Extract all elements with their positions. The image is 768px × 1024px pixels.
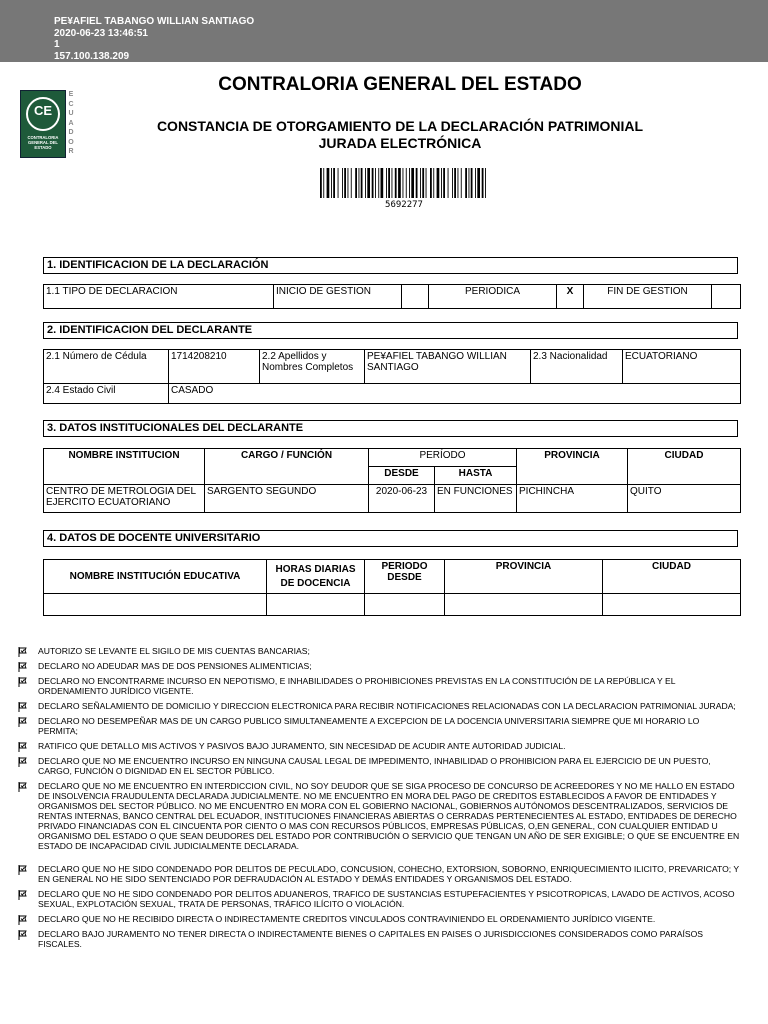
fin-gestion-label: FIN DE GESTION (584, 285, 712, 309)
session-header (0, 0, 768, 62)
col-institucion: NOMBRE INSTITUCION (44, 449, 205, 485)
declaration-item (18, 914, 740, 924)
checkbox-flag-icon (18, 865, 28, 875)
periodica-mark: X (557, 285, 584, 309)
institution-table (43, 448, 741, 513)
declaration-item (18, 716, 740, 736)
estado-civil-label: 2.4 Estado Civil (44, 384, 169, 404)
checkbox-flag-icon (18, 662, 28, 672)
checkbox-flag-icon (18, 647, 28, 657)
declaration-text: DECLARO QUE NO ME ENCUENTRO INCURSO EN NINGUNA CAUSAL LEGAL DE IMPEDIMENTO, INHABILIDAD O PROHIBICION PARA EL EJERCICIO DE UN PUESTO, CARGO, FUNCIÓN O DIGNIDAD EN EL SECTOR PÚBLICO. (38, 756, 711, 776)
declaration-text: DECLARO BAJO JURAMENTO NO TENER DIRECTA O INDIRECTAMENTE BIENES O CAPITALES EN PAISES O JURISDICCIONES CONSIDERADOS COMO PARAÍSOS FISCALES. (38, 929, 704, 949)
checkbox-flag-icon (18, 930, 28, 940)
ciudad-value: QUITO (628, 485, 741, 513)
declaration-text: DECLARO NO ENCONTRARME INCURSO EN NEPOTISMO, E INHABILIDADES O PROHIBICIONES PREVISTAS EN LA CONSTITUCIÓN DE LA REPÚBLICA Y EL ORDENAMIENTO JURÍDICO VIGENTE. (38, 676, 676, 696)
declaration-text: DECLARO QUE NO HE RECIBIDO DIRECTA O INDIRECTAMENTE CREDITOS VINCULADOS CONTRAVINIENDO EL ORDENAMIENTO JURÍDICO VIGENTE. (38, 914, 656, 924)
declaration-text: AUTORIZO SE LEVANTE EL SIGILO DE MIS CUENTAS BANCARIAS; (38, 646, 310, 656)
session-number: 1 (54, 39, 60, 50)
inicio-gestion-box (402, 285, 429, 309)
nacionalidad-label: 2.3 Nacionalidad (531, 350, 623, 384)
cargo-value: SARGENTO SEGUNDO (205, 485, 369, 513)
cedula-label: 2.1 Número de Cédula (44, 350, 169, 384)
fin-gestion-box (712, 285, 741, 309)
logo-side-text: E C U A D O R (68, 91, 74, 155)
declaration-type-table (43, 284, 741, 309)
session-info (54, 16, 254, 62)
checkbox-flag-icon (18, 717, 28, 727)
col-ciudad: CIUDAD (628, 449, 741, 485)
barcode-icon (318, 168, 490, 198)
ip-address: 157.100.138.209 (54, 50, 130, 62)
tipo-label: 1.1 TIPO DE DECLARACION (44, 285, 274, 309)
declarant-table (43, 349, 741, 404)
periodica-label: PERIODICA (429, 285, 557, 309)
inicio-gestion-label: INICIO DE GESTION (274, 285, 402, 309)
apellidos-label: 2.2 Apellidos y Nombres Completos (260, 350, 365, 384)
desde-value: 2020-06-23 (369, 485, 435, 513)
col-institucion-educativa: NOMBRE INSTITUCIÓN EDUCATIVA (44, 560, 267, 594)
col-hasta: HASTA (435, 467, 517, 485)
nacionalidad-value: ECUATORIANO (623, 350, 741, 384)
checkbox-flag-icon (18, 915, 28, 925)
col-desde: DESDE (369, 467, 435, 485)
table-row (44, 485, 741, 513)
section-4-heading: 4. DATOS DE DOCENTE UNIVERSITARIO (43, 530, 738, 547)
barcode-number: 5692277 (385, 200, 423, 210)
section-1-heading: 1. IDENTIFICACION DE LA DECLARACIÓN (43, 257, 738, 274)
col-periodo-desde: PERIODO DESDE (365, 560, 445, 594)
checkbox-flag-icon (18, 782, 28, 792)
col-ciudad-docente: CIUDAD (603, 560, 741, 594)
declaration-text: DECLARO NO ADEUDAR MAS DE DOS PENSIONES ALIMENTICIAS; (38, 661, 312, 671)
col-periodo: PERÍODO (369, 449, 517, 467)
nombre-value: PE¥AFIEL TABANGO WILLIAN SANTIAGO (365, 350, 531, 384)
declaration-item (18, 781, 740, 851)
declaration-text: DECLARO QUE NO ME ENCUENTRO EN INTERDICCION CIVIL, NO SOY DEUDOR QUE SE SIGA PROCESO DE CONCURSO DE ACREEDORES Y NO ME HALLO EN ESTADO DE INSOLVENCIA FRAUDULENTA DECLARADA JUDICIALMENTE. NO ME ENCUENTRO EN MORA DEL PAGO DE CREDITOS ESTABLECIDOS A FAVOR DE ENTIDADES Y ORGANISMOS DEL SECTOR PÚBLICO. NO ME ENCUENTRO EN MORA CON EL GOBIERNO NACIONAL, GOBIERNOS AUTÓNOMOS DESCENTRALIZADOS, SERVICIOS DE RENTAS INTERNAS, BANCO CENTRAL DEL ECUADOR, INSTITUCIONES FINANCIERAS ABIERTAS O CERRADAS PERTENECIENTES AL ESTADO, ENTIDADES DE DERECHO PRIVADO FINANCIADAS CON EL CINCUENTA POR CIENTO O MAS CON RECURSOS PÚBLICOS, EMPRESAS PÚBLICAS, O,EN GENERAL, CON CUALQUIER ENTIDAD U ORGANISMO DEL ESTADO O QUE SEAN DEUDORES DEL ESTADO POR CONTRIBUCIÓN O SERVICIO QUE TENGAN UN AÑO DE SER EXIGIBLE; O QUE SE ENCUENTRE EN ESTADO DE INCAPACIDAD CIVIL JUDICIALMENTE DECLARADA. (38, 781, 740, 851)
cedula-value: 1714208210 (169, 350, 260, 384)
contraloria-logo: CE CONTRALORIA GENERAL DEL ESTADO (20, 90, 66, 158)
hasta-value: EN FUNCIONES (435, 485, 517, 513)
col-provincia-docente: PROVINCIA (445, 560, 603, 594)
declaration-item (18, 661, 740, 671)
checkbox-flag-icon (18, 677, 28, 687)
checkbox-flag-icon (18, 757, 28, 767)
declarant-name-header: PE¥AFIEL TABANGO WILLIAN SANTIAGO (54, 16, 255, 27)
checkbox-flag-icon (18, 742, 28, 752)
section-2-heading: 2. IDENTIFICACION DEL DECLARANTE (43, 322, 738, 339)
declaration-item (18, 646, 740, 656)
declaration-item (18, 741, 740, 751)
declaration-item (18, 676, 740, 696)
declaration-text: DECLARO QUE NO HE SIDO CONDENADO POR DELITOS DE PECULADO, CONCUSION, COHECHO, EXTORSION, SOBORNO, ENRIQUECIMIENTO ILICITO, PREVARICATO; Y EN GENERAL NO HE SIDO SENTENCIADO POR DEFRAUDACIÓN AL ESTADO Y DEMÁS ENTIDADES Y ORGANISMOS DEL ESTADO. (38, 864, 739, 884)
page-title: CONTRALORIA GENERAL DEL ESTADO (218, 74, 582, 95)
checkbox-flag-icon (18, 890, 28, 900)
timestamp: 2020-06-23 13:46:51 (54, 27, 148, 39)
col-cargo: CARGO / FUNCIÓN (205, 449, 369, 485)
declaration-text: DECLARO QUE NO HE SIDO CONDENADO POR DELITOS ADUANEROS, TRAFICO DE SUSTANCIAS ESTUPEFACIENTES Y PSICOTROPICAS, LAVADO DE ACTIVOS, ACOSO SEXUAL, EXPLOTACIÓN SEXUAL, TRATA DE PERSONAS, TRÁFICO ILÍCITO O VIOLACIÓN. (38, 889, 735, 909)
declarations-list (18, 646, 740, 949)
declaration-text: RATIFICO QUE DETALLO MIS ACTIVOS Y PASIVOS BAJO JURAMENTO, SIN NECESIDAD DE ACUDIR ANTE AUTORIDAD JUDICIAL. (38, 741, 566, 751)
docente-table (43, 559, 741, 616)
page-subtitle: CONSTANCIA DE OTORGAMIENTO DE LA DECLARACIÓN PATRIMONIAL JURADA ELECTRÓNICA (156, 118, 644, 151)
col-provincia: PROVINCIA (517, 449, 628, 485)
declaration-item (18, 929, 740, 949)
provincia-value: PICHINCHA (517, 485, 628, 513)
logo-text: CONTRALORIA GENERAL DEL ESTADO (27, 135, 59, 150)
col-horas-docencia: HORAS DIARIAS DE DOCENCIA (267, 560, 365, 594)
section-3-heading: 3. DATOS INSTITUCIONALES DEL DECLARANTE (43, 420, 738, 437)
institucion-value: CENTRO DE METROLOGIA DEL EJERCITO ECUATORIANO (44, 485, 205, 513)
declaration-item (18, 864, 740, 884)
declaration-text: DECLARO NO DESEMPEÑAR MAS DE UN CARGO PUBLICO SIMULTANEAMENTE A EXCEPCION DE LA DOCENCIA UNIVERSITARIA SIEMPRE QUE MI HORARIO LO PERMITA; (38, 716, 700, 736)
declaration-item (18, 701, 740, 711)
declaration-item (18, 756, 740, 776)
checkbox-flag-icon (18, 702, 28, 712)
declaration-text: DECLARO SEÑALAMIENTO DE DOMICILIO Y DIRECCION ELECTRONICA PARA RECIBIR NOTIFICACIONES RELACIONADAS CON LA DECLARACION PATRIMONIAL JURADA; (38, 701, 736, 711)
declaration-item (18, 889, 740, 909)
estado-civil-value: CASADO (169, 384, 741, 404)
table-row (44, 594, 741, 616)
